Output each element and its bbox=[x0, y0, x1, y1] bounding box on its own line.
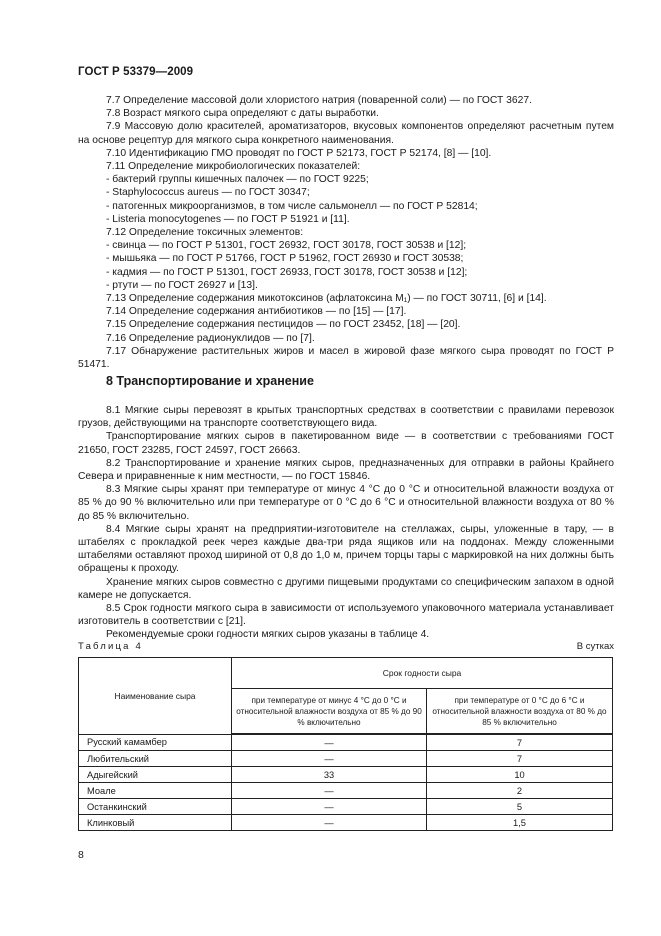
para-7-8: 7.8 Возраст мягкого сыра определяют с даты выработки. bbox=[106, 108, 379, 120]
para-7-10: 7.10 Идентификацию ГМО проводят по ГОСТ Р 52173, ГОСТ Р 52174, [8] — [10]. bbox=[106, 147, 492, 159]
list-item: - свинца — по ГОСТ Р 51301, ГОСТ 26932, ГОСТ 30178, ГОСТ 30538 и [12]; bbox=[106, 240, 467, 252]
list-item: - патогенных микроорганизмов, в том числе сальмонелл — по ГОСТ Р 52814; bbox=[106, 200, 478, 212]
para-7-17: 7.17 Обнаружение растительных жиров и масел в жировой фазе мягкого сыра проводят по ГОСТ Р 51471. bbox=[78, 345, 614, 371]
shelf-life-cold: — bbox=[232, 799, 427, 815]
table-row bbox=[79, 799, 613, 815]
para-7-7: 7.7 Определение массовой доли хлористого натрия (поваренной соли) — по ГОСТ 3627. bbox=[106, 95, 532, 106]
shelf-life-warm: 7 bbox=[427, 751, 613, 767]
shelf-life-cold: — bbox=[232, 751, 427, 767]
column-header-group: Срок годности сыра bbox=[232, 658, 613, 689]
para-8-4: 8.4 Мягкие сыры хранят на предприятии-изготовителе на стеллажах, сыры, уложенные в тару, — в штабелях с прокладкой реек через каждые два-три ряда ящиков или на поддонах. Между сложенными штабелями оставляют проход шириной от 0,8 до 1,0 м, причем торцы тары с маркировкой на них должны быть обращены к проходу. bbox=[78, 523, 614, 575]
cheese-name: Моале bbox=[79, 783, 232, 799]
table-row bbox=[79, 783, 613, 799]
list-item: - бактерий группы кишечных палочек — по ГОСТ 9225; bbox=[106, 174, 369, 186]
cheese-name: Адыгейский bbox=[79, 767, 232, 783]
para-7-14: 7.14 Определение содержания антибиотиков — по [15] — [17]. bbox=[106, 306, 407, 318]
para-7-16: 7.16 Определение радионуклидов — по [7]. bbox=[106, 332, 315, 344]
para-8-1-cont: Транспортирование мягких сыров в пакетированном виде — в соответствии с требованиями ГОСТ 21650, ГОСТ 23285, ГОСТ 24597, ГОСТ 26663. bbox=[78, 431, 614, 456]
column-header-warm: при температуре от 0 °С до 6 °С и относительной влажности воздуха от 80 % до 85 % включительно bbox=[427, 689, 613, 735]
para-7-15: 7.15 Определение содержания пестицидов — по ГОСТ 23452, [18] — [20]. bbox=[106, 319, 461, 331]
para-7-12: 7.12 Определение токсичных элементов: bbox=[106, 227, 304, 239]
para-7-9: 7.9 Массовую долю красителей, ароматизаторов, вкусовых компонентов определяют расчетным путем на основе рецептур для мягкого сыра конкретного наименования. bbox=[78, 121, 614, 146]
document-header: ГОСТ Р 53379—2009 bbox=[78, 66, 194, 78]
para-8-5: 8.5 Срок годности мягкого сыра в зависимости от используемого упаковочного материала устанавливает изготовитель в соответствии с [21]. bbox=[78, 603, 614, 628]
shelf-life-cold: 33 bbox=[232, 767, 427, 783]
cheese-name: Русский камамбер bbox=[79, 734, 232, 751]
column-header-name: Наименование сыра bbox=[79, 658, 232, 735]
table-row bbox=[79, 767, 613, 783]
cheese-name: Любительский bbox=[79, 751, 232, 767]
cheese-name: Останкинский bbox=[79, 799, 232, 815]
list-item: - Staphylococcus aureus — по ГОСТ 30347; bbox=[106, 187, 310, 199]
shelf-life-warm: 2 bbox=[427, 783, 613, 799]
table-caption: Таблица 4 bbox=[78, 641, 143, 652]
section-8-title: 8 Транспортирование и хранение bbox=[106, 374, 314, 388]
shelf-life-cold: — bbox=[232, 783, 427, 799]
list-item: - кадмия — по ГОСТ Р 51301, ГОСТ 26933, ГОСТ 30178, ГОСТ 30538 и [12]; bbox=[106, 266, 468, 278]
para-7-11: 7.11 Определение микробиологических показателей: bbox=[106, 161, 361, 173]
shelf-life-warm: 5 bbox=[427, 799, 613, 815]
table-caption-row bbox=[78, 641, 614, 652]
column-header-cold: при температуре от минус 4 °С до 0 °С и относительной влажности воздуха от 85 % до 90 % включительно bbox=[232, 689, 427, 735]
shelf-life-cold: — bbox=[232, 815, 427, 831]
para-8-4-cont: Хранение мягких сыров совместно с другими пищевыми продуктами со специфическим запахом в одной камере не допускается. bbox=[78, 576, 614, 601]
list-item: - ртути — по ГОСТ 26927 и [13]. bbox=[106, 279, 258, 291]
shelf-life-warm: 7 bbox=[427, 734, 613, 751]
para-7-13: 7.13 Определение содержания микотоксинов (афлатоксина M₁) — по ГОСТ 30711, [6] и [14]. bbox=[106, 293, 547, 305]
para-8-5-cont: Рекомендуемые сроки годности мягких сыров указаны в таблице 4. bbox=[106, 629, 430, 641]
page-number: 8 bbox=[78, 849, 84, 861]
shelf-life-cold: — bbox=[232, 734, 427, 751]
cheese-name: Клинковый bbox=[79, 815, 232, 831]
section-7-text bbox=[78, 94, 614, 371]
para-8-2: 8.2 Транспортирование и хранение мягких сыров, предназначенных для отправки в районы Крайнего Севера и приравненные к ним местности, — по ГОСТ 15846. bbox=[78, 457, 614, 483]
table-row bbox=[79, 751, 613, 767]
table-units: В сутках bbox=[576, 641, 614, 652]
table-row bbox=[79, 815, 613, 831]
section-8-text bbox=[78, 404, 614, 642]
shelf-life-warm: 1,5 bbox=[427, 815, 613, 831]
para-8-1: 8.1 Мягкие сыры перевозят в крытых транспортных средствах в соответствии с правилами перевозок грузов, действующими на транспорте соответствующего вида. bbox=[78, 405, 614, 430]
para-8-3: 8.3 Мягкие сыры хранят при температуре от минус 4 °С до 0 °С и относительной влажности воздуха от 85 % до 90 % включительно или при температуре от 0 °С до 6 °С и относительной влажности воздуха от 80 % до 85 % включительно. bbox=[78, 484, 614, 522]
list-item: - Listeria monocytogenes — по ГОСТ Р 51921 и [11]. bbox=[106, 213, 350, 225]
shelf-life-table bbox=[78, 657, 613, 831]
shelf-life-warm: 10 bbox=[427, 767, 613, 783]
table-row bbox=[79, 734, 613, 751]
list-item: - мышьяка — по ГОСТ Р 51766, ГОСТ Р 51962, ГОСТ 26930 и ГОСТ 30538; bbox=[106, 253, 464, 265]
